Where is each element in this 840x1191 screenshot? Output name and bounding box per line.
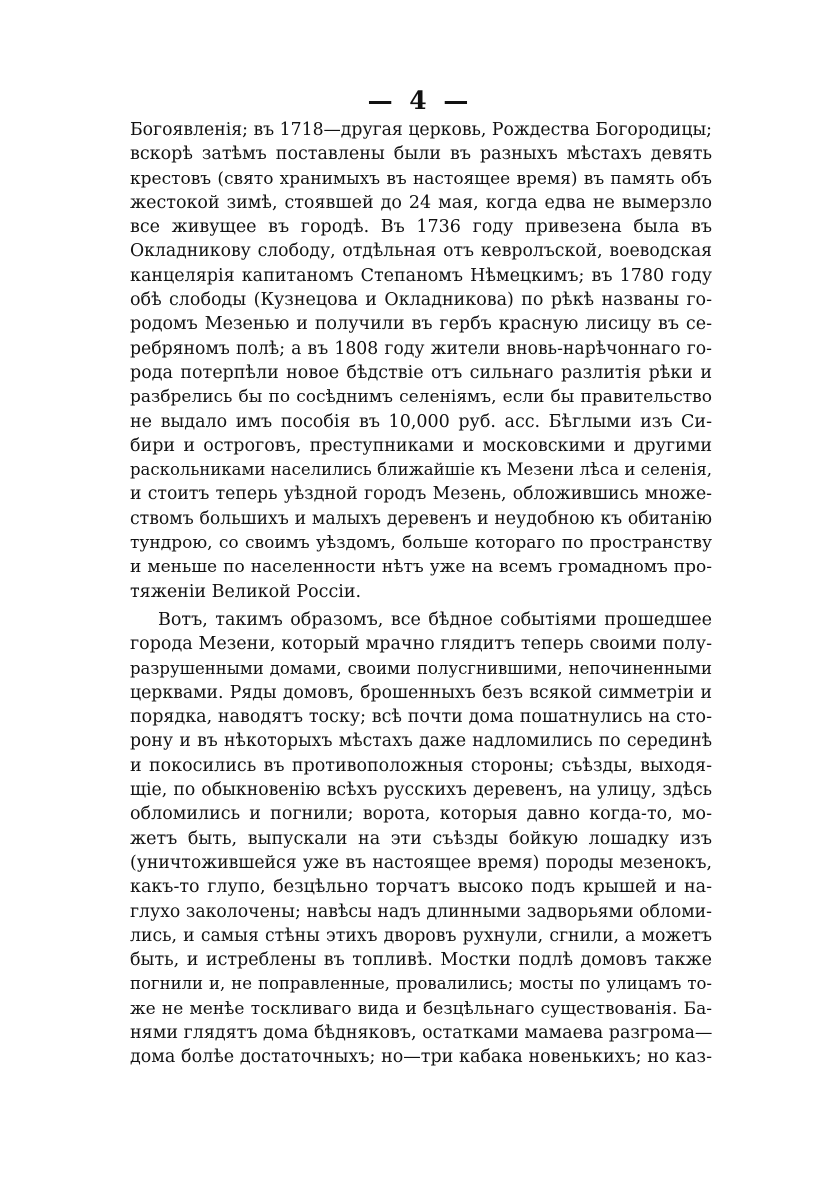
text-line: раскольниками населились ближайшіе къ Мезени лѣса и селенія, <box>130 460 712 480</box>
text-line: быть, и истреблены въ топливѣ. Мостки подлѣ домовъ также <box>130 950 712 971</box>
text-line: (уничтожившейся уже въ настоящее время) породы мезенокъ, <box>130 852 712 873</box>
text-line: обломились и погнили; ворота, которыя давно когда-то, мо- <box>130 804 712 825</box>
text-line: дома болѣе достаточныхъ; но—три кабака новенькихъ; но каз- <box>130 1047 712 1068</box>
text-line: все живущее въ городѣ. Въ 1736 году привезена была въ <box>130 217 712 238</box>
text-line: Окладникову слободу, отдѣльная отъ кевролъской, воеводская <box>130 241 712 262</box>
text-line: не выдало имъ пособія въ 10,000 руб. асс. Бѣглыми изъ Си- <box>130 411 712 432</box>
text-line: разрушенными домами, своими полусгнившими, непочиненными <box>130 658 712 678</box>
text-line: нями глядятъ дома бѣдняковъ, остатками мамаева разгрома— <box>130 1022 713 1043</box>
text-line: жетъ быть, выпускали на эти съѣзды бойкую лошадку изъ <box>130 828 712 849</box>
text-line: жестокой зимѣ, стоявшей до 24 мая, когда едва не вымерзло <box>130 192 712 213</box>
text-line: рону и въ нѣкоторыхъ мѣстахъ даже надломились по серединѣ <box>130 731 712 752</box>
text-line: щіе, по обыкновенію всѣхъ русскихъ деревенъ, на улицу, здѣсь <box>130 780 712 801</box>
text-line: города Мезени, который мрачно глядитъ теперь своими полу- <box>130 634 712 655</box>
text-line: тяженіи Великой Россіи. <box>130 581 362 602</box>
text-line: порядка, наводятъ тоску; всѣ почти дома пошатнулись на сто- <box>130 707 712 728</box>
text-line: погнили и, не поправленные, провалились; мосты по улицамъ то- <box>130 974 712 994</box>
text-line: Богоявленія; въ 1718—другая церковь, Рождества Богородицы; <box>130 120 712 140</box>
text-line: же не менѣе тоскливаго вида и безцѣльнаго существованія. Ба- <box>130 998 712 1019</box>
text-line: какъ-то глупо, безцѣльно торчатъ высоко подъ крышей и на- <box>130 877 712 898</box>
text-line: Вотъ, такимъ образомъ, все бѣдное событіями прошедшее <box>158 609 712 630</box>
text-line: лись, и самыя стѣны этихъ дворовъ рухнули, сгнили, а можетъ <box>130 925 712 946</box>
text-line: глухо заколочены; навѣсы надъ длинными задворьями обломи- <box>130 901 712 922</box>
text-line: ребряномъ полѣ; а въ 1808 году жители вновь-нарѣчоннаго го- <box>130 338 712 359</box>
text-line: канцелярія капитаномъ Степаномъ Нѣмецкимъ; въ 1780 году <box>130 265 712 286</box>
text-line: бири и остроговъ, преступниками и московскими и другими <box>130 435 712 456</box>
text-line: вскорѣ затѣмъ поставлены были въ разныхъ мѣстахъ девять <box>130 144 712 165</box>
text-line: рода потерпѣли новое бѣдствіе отъ сильнаго разлитія рѣки и <box>130 362 712 383</box>
text-line: крестовъ (свято хранимыхъ въ настоящее время) въ память объ <box>130 168 712 189</box>
text-line: тундрою, со своимъ уѣздомъ, больше котораго по пространству <box>130 533 712 554</box>
paragraph-1 <box>130 118 712 604</box>
text-line: обѣ слободы (Кузнецова и Окладникова) по рѣкѣ названы го- <box>130 290 712 311</box>
text-line: и покосились въ противоположныя стороны; съѣзды, выходя- <box>130 755 712 776</box>
paragraph-2 <box>130 608 712 1070</box>
page-number: — 4 — <box>367 86 473 115</box>
text-line: ствомъ большихъ и малыхъ деревенъ и неудобною къ обитанію <box>130 508 712 529</box>
text-line: церквами. Ряды домовъ, брошенныхъ безъ всякой симметріи и <box>130 682 712 703</box>
text-line: и стоитъ теперь уѣздной городъ Мезень, обложившись множе- <box>130 484 712 505</box>
text-line: и меньше по населенности нѣтъ уже на всемъ громадномъ про- <box>130 557 712 578</box>
body-text <box>130 118 712 1070</box>
text-line: родомъ Мезенью и получили въ гербъ красную лисицу въ се- <box>130 314 712 335</box>
text-line: разбрелись бы по сосѣднимъ селеніямъ, если бы правительство <box>130 387 712 408</box>
